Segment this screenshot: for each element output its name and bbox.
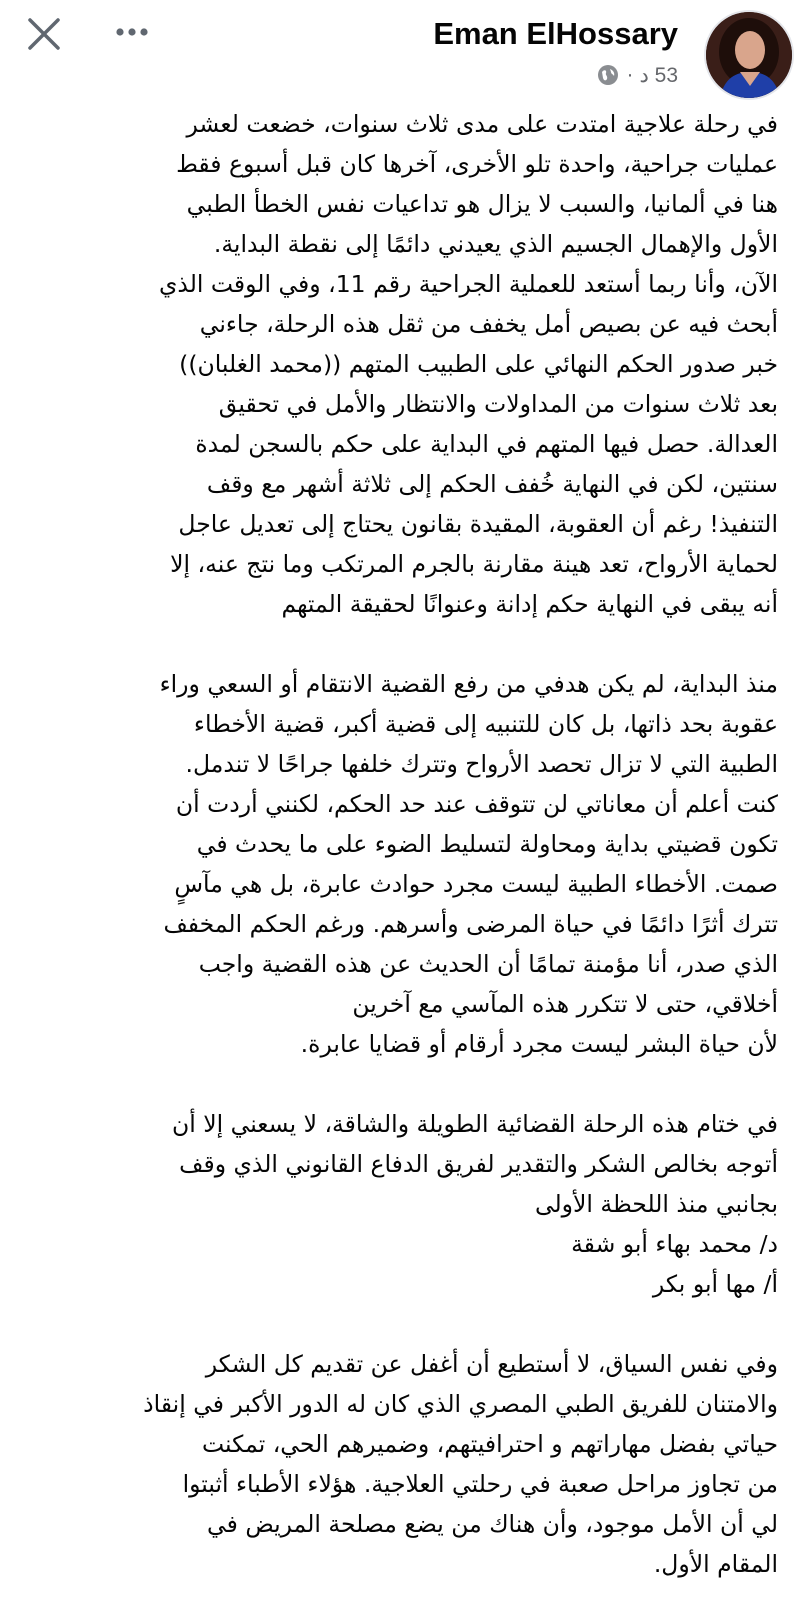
post-paragraph: منذ البداية، لم يكن هدفي من رفع القضية الانتقام أو السعي وراء عقوبة بحد ذاتها، بل كان للتنبيه إلى قضية أكبر، قضية الأخطاء الطبية التي لا تزال تحصد الأرواح وتترك خلفها جراحًا لا تندمل. كنت أعلم أن معاناتي لن تتوقف عند حد الحكم، لكنني أردت أن تكون قضيتي بداية ومحاولة لتسليط الضوء على ما يحدث في صمت. الأخطاء الطبية ليست مجرد حوادث عابرة، بل هي مآسٍ تترك أثرًا دائمًا في حياة المرضى وأسرهم. ورغم الحكم المخفف الذي صدر، أنا مؤمنة تمامًا أن الحديث عن هذه القضية واجب أخلاقي، حتى لا تتكرر هذه المآسي مع آخرين لأن حياة البشر ليست مجرد أرقام أو قضايا عابرة. — [159, 670, 778, 1058]
more-options-button[interactable] — [110, 14, 166, 50]
post-text — [26, 104, 778, 1600]
author-name[interactable]: Eman ElHossary — [433, 16, 678, 51]
more-options-icon — [110, 14, 166, 50]
author-avatar[interactable] — [706, 12, 792, 98]
post-header — [0, 0, 808, 100]
post-meta — [596, 60, 678, 90]
close-button[interactable] — [24, 14, 68, 58]
close-icon — [24, 14, 68, 58]
post-paragraph: في ختام هذه الرحلة القضائية الطويلة والشاقة، لا يسعني إلا أن أتوجه بخالص الشكر والتقدير لفريق الدفاع القانوني الذي وقف بجانبي منذ اللحظة الأولى د/ محمد بهاء أبو شقة أ/ مها أبو بكر — [171, 1110, 778, 1298]
post-paragraph: وفي نفس السياق، لا أستطيع أن أغفل عن تقديم كل الشكر والامتنان للفريق الطبي المصري الذي كان له الدور الأكبر في إنقاذ حياتي بفضل مهاراتهم و احترافيتهم، وضميرهم الحي، تمكنت من تجاوز مراحل صعبة في رحلتي العلاجية. هؤلاء الأطباء أثبتوا لي أن الأمل موجود، وأن هناك من يضع مصلحة المريض في المقام الأول. — [143, 1350, 778, 1578]
avatar-image — [706, 12, 792, 98]
globe-icon[interactable] — [596, 63, 620, 87]
meta-separator: · — [626, 63, 634, 86]
post-timestamp[interactable]: 53 د — [639, 63, 678, 87]
post-paragraph: في رحلة علاجية امتدت على مدى ثلاث سنوات، خضعت لعشر عمليات جراحية، واحدة تلو الأخرى، آخرها كان قبل أسبوع فقط هنا في ألمانيا، والسبب لا يزال هو تداعيات نفس الخطأ الطبي الأول والإهمال الجسيم الذي يعيدني دائمًا إلى نقطة البداية. الآن، وأنا ربما أستعد للعملية الجراحية رقم 11، وفي الوقت الذي أبحث فيه عن بصيص أمل يخفف من ثقل هذه الرحلة، جاءني خبر صدور الحكم النهائي على الطبيب المتهم ((محمد الغلبان)) بعد ثلاث سنوات من المداولات والانتظار والأمل في تحقيق العدالة. حصل فيها المتهم في البداية على حكم بالسجن لمدة سنتين، لكن في النهاية خُفف الحكم إلى ثلاثة أشهر مع وقف التنفيذ! رغم أن العقوبة، المقيدة بقانون يحتاج إلى تعديل عاجل لحماية الأرواح، تعد هينة مقارنة بالجرم المرتكب وما نتج عنه، إلا أنه يبقى في النهاية حكم إدانة وعنوانًا لحقيقة المتهم — [158, 110, 778, 618]
